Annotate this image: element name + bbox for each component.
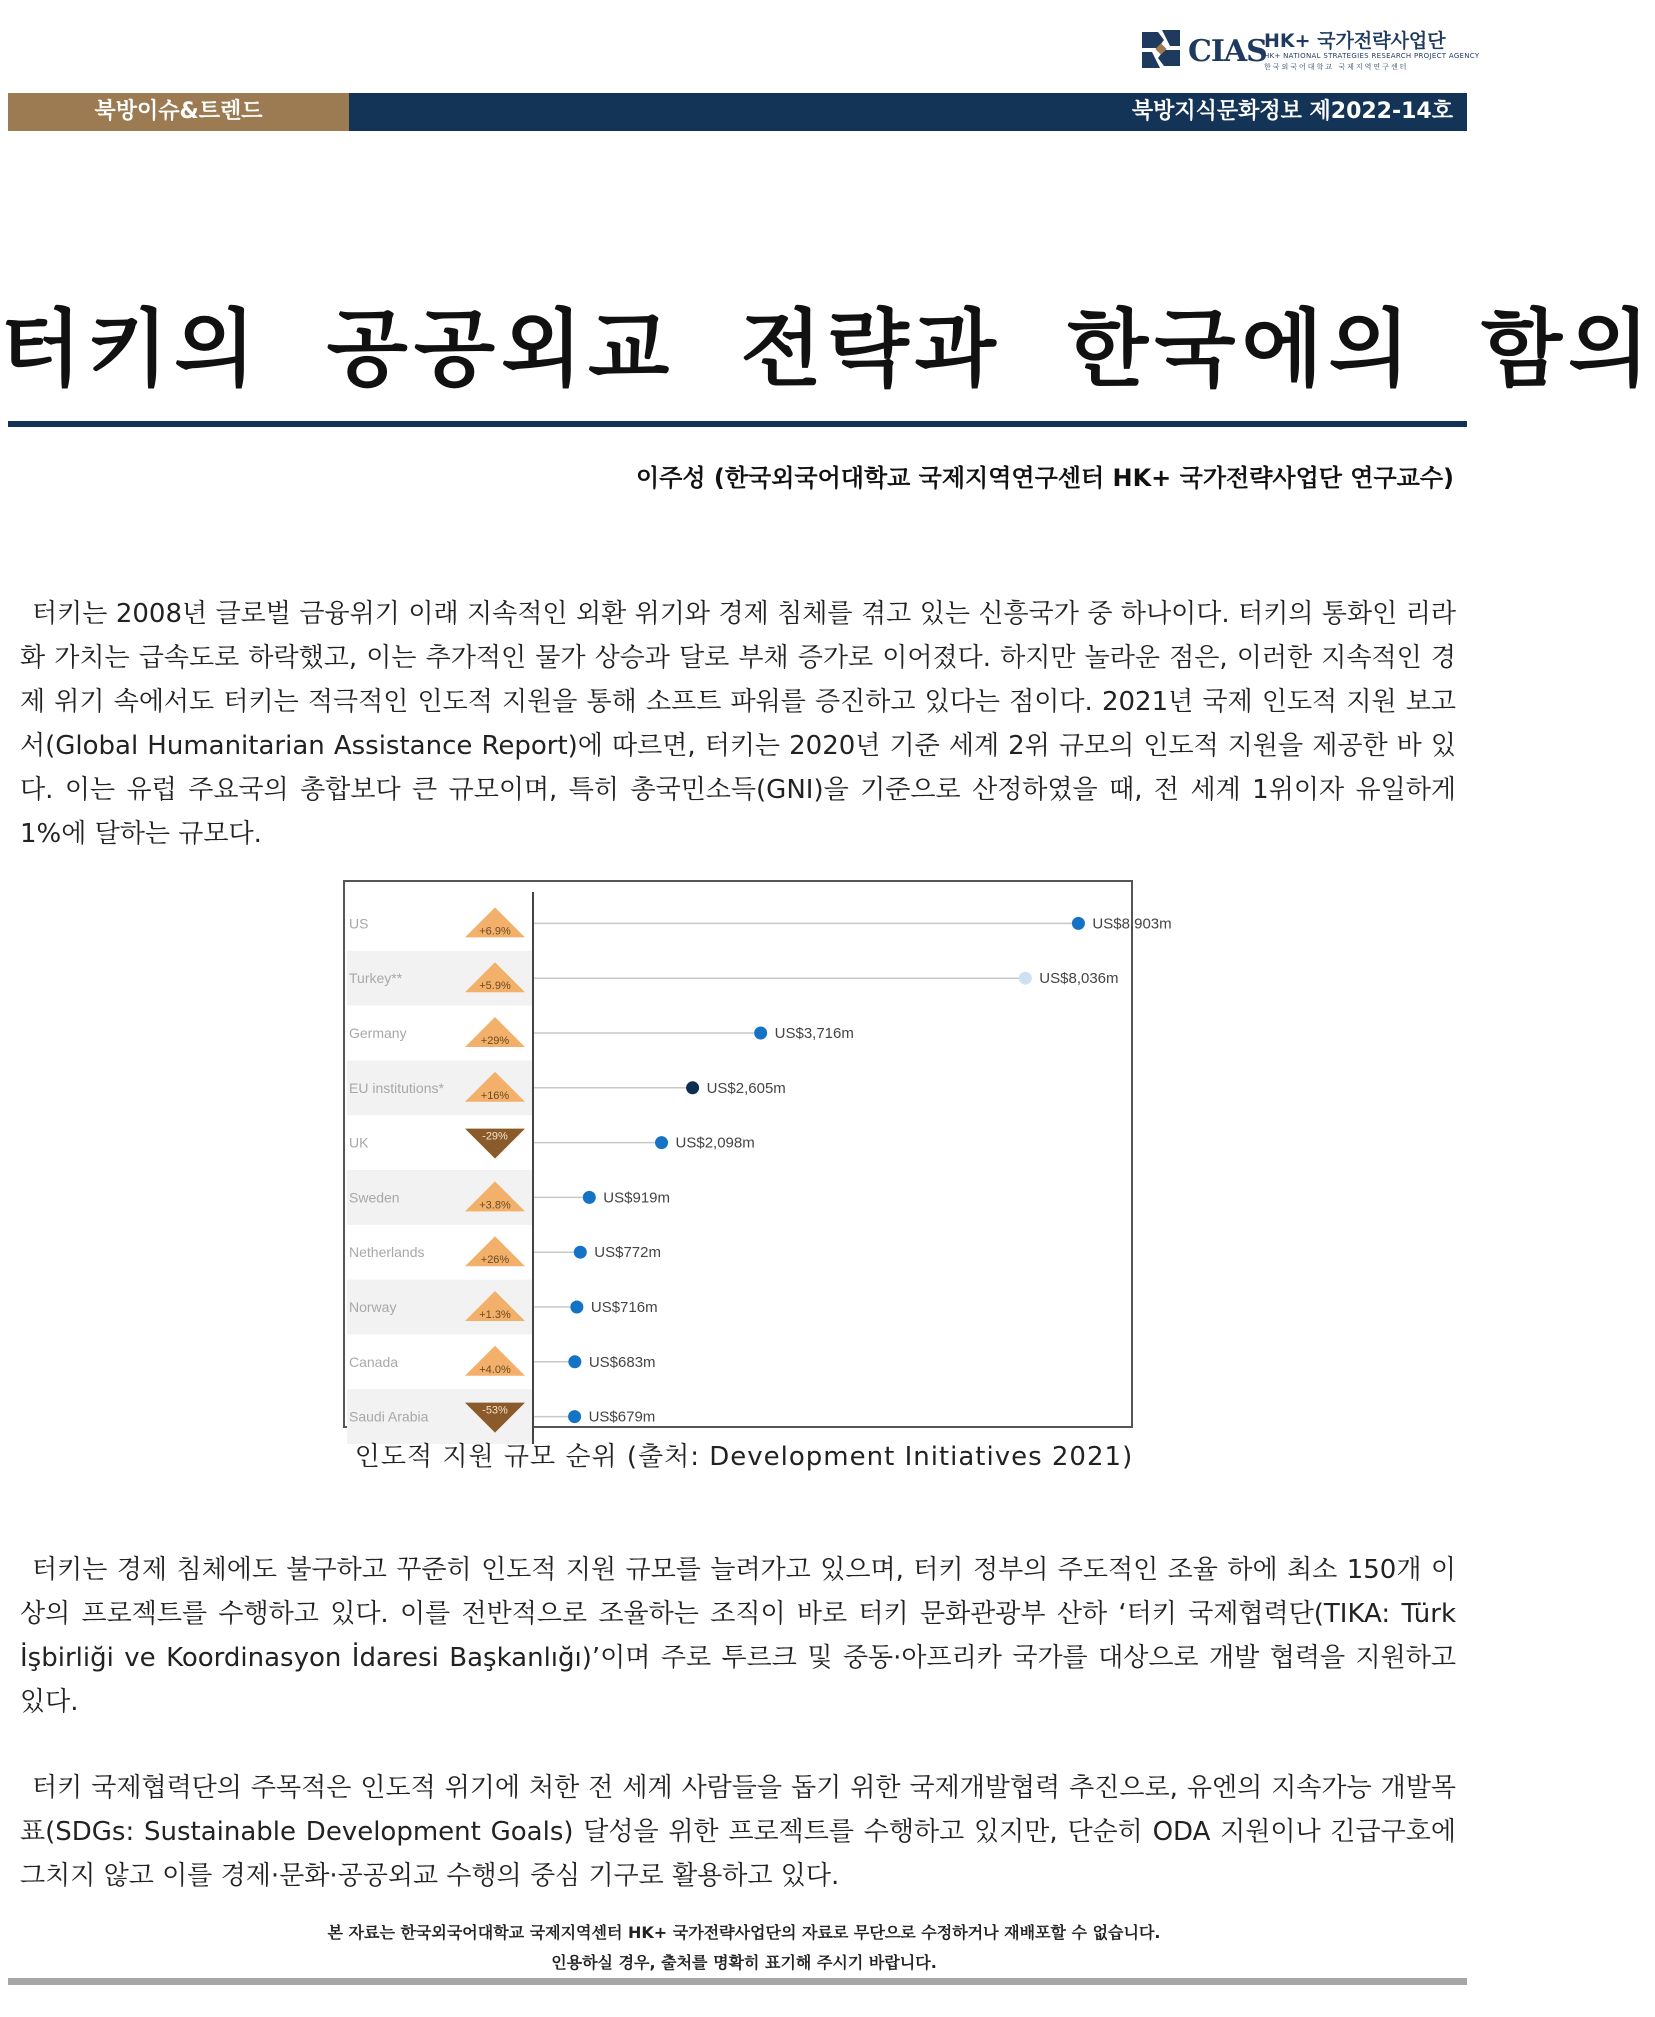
chart-category-label: Canada bbox=[349, 1353, 399, 1370]
chart-category-label: US bbox=[349, 915, 369, 932]
chart-category-label: UK bbox=[349, 1134, 369, 1151]
logo-title: HK+ 국가전략사업단 bbox=[1264, 30, 1446, 52]
chart-change-label: +1.3% bbox=[479, 1309, 511, 1321]
chart-value-label: US$679m bbox=[588, 1408, 656, 1426]
chart-category-label: Norway bbox=[349, 1299, 397, 1315]
body-paragraph-3: 터키 국제협력단의 주목적은 인도적 위기에 처한 전 세계 사람들을 돕기 위한 국제개발협력 추진으로, 유엔의 지속가능 개발목표(SDGs: Sustainable Development Goals) 달성을 위한 프로젝트를 수행하고 있지만, 단순히 ODA 지원이나 긴급구호에 그치지 않고 이를 경제·문화·공공외교 수행의 중심 기구로 활용하고 있다. bbox=[20, 1773, 1456, 1891]
page-title: 터키의 공공외교 전략과 한국에의 함의 bbox=[0, 300, 1655, 399]
chart-value-dot bbox=[570, 1301, 583, 1314]
cias-logo-mark-icon bbox=[1138, 26, 1184, 72]
chart-value-label: US$2,605m bbox=[706, 1079, 786, 1097]
logo-cias-text: CIAS bbox=[1188, 34, 1267, 69]
chart-value-dot bbox=[574, 1246, 587, 1259]
chart-value-label: US$2,098m bbox=[675, 1134, 755, 1152]
chart-change-label: +6.9% bbox=[479, 925, 511, 938]
chart-value-dot bbox=[1072, 917, 1085, 930]
chart-value-label: US$3,716m bbox=[774, 1025, 854, 1042]
logo-subtitle-en: HK+ NATIONAL STRATEGIES RESEARCH PROJECT AGENCY bbox=[1264, 52, 1480, 60]
chart-change-label: -53% bbox=[482, 1404, 508, 1417]
title-divider bbox=[8, 421, 1467, 427]
chart-category-label: EU institutions* bbox=[349, 1079, 444, 1096]
body-paragraph-2: 터키는 경제 침체에도 불구하고 꾸준히 인도적 지원 규모를 늘려가고 있으며, 터키 정부의 주도적인 조율 하에 최소 150개 이상의 프로젝트를 수행하고 있다. 이를 전반적으로 조율하는 조직이 바로 터키 문화관광부 산하 ‘터키 국제협력단(TIKA: Türk İşbirliği ve Koordinasyon İdaresi Başkanlığı)’이며 주로 투르크 및 중동·아프리카 국가를 대상으로 개발 협력을 지원하고 있다. bbox=[20, 1555, 1456, 1717]
footer-line-1: 본 자료는 한국외국어대학교 국제지역센터 HK+ 국가전략사업단의 자료로 무단으로 수정하거나 재배포할 수 없습니다. bbox=[327, 1923, 1161, 1942]
footer-line-2: 인용하실 경우, 출처를 명확히 표기해 주시기 바랍니다. bbox=[551, 1953, 937, 1972]
chart-category-label: Saudi Arabia bbox=[349, 1408, 429, 1425]
chart-svg bbox=[345, 882, 1172, 1426]
chart-value-label: US$8,036m bbox=[1039, 970, 1119, 988]
section-label: 북방이슈&트렌드 bbox=[8, 93, 349, 131]
chart-value-dot bbox=[568, 1355, 581, 1368]
footer-notice bbox=[0, 1918, 1488, 1978]
chart-change-label: +26% bbox=[480, 1254, 510, 1267]
chart-value-label: US$772m bbox=[594, 1244, 661, 1262]
chart-value-label: US$716m bbox=[590, 1299, 658, 1316]
chart-value-dot bbox=[1019, 972, 1032, 985]
chart-value-dot bbox=[686, 1081, 699, 1094]
author-line: 이주성 (한국외국어대학교 국제지역연구센터 HK+ 국가전략사업단 연구교수) bbox=[635, 464, 1454, 492]
humanitarian-aid-chart bbox=[343, 880, 1172, 1428]
chart-change-label: +4.0% bbox=[479, 1363, 511, 1376]
chart-change-label: +5.9% bbox=[479, 980, 511, 993]
chart-category-label: Sweden bbox=[349, 1189, 400, 1206]
cias-logo bbox=[1138, 24, 1480, 76]
chart-change-label: -29% bbox=[482, 1130, 508, 1143]
footer-divider bbox=[8, 1978, 1467, 1985]
body-paragraph-1: 터키는 2008년 글로벌 금융위기 이래 지속적인 외환 위기와 경제 침체를 겪고 있는 신흥국가 중 하나이다. 터키의 통화인 리라화 가치는 급속도로 하락했고, 이는 추가적인 물가 상승과 달로 부채 증가로 이어졌다. 하지만 놀라운 점은, 이러한 지속적인 경제 위기 속에서도 터키는 적극적인 인도적 지원을 통해 소프트 파워를 증진하고 있다는 점이다. 2021년 국제 인도적 지원 보고서(Global Humanitarian Assistance Report)에 따르면, 터키는 2020년 기준 세계 2위 규모의 인도적 지원을 제공한 바 있다. 이는 유럽 주요국의 총합보다 큰 규모이며, 특히 총국민소득(GNI)을 기준으로 산정하였을 때, 전 세계 1위이자 유일하게 1%에 달하는 규모다. bbox=[20, 599, 1456, 849]
logo-subtitle-kr: 한국외국어대학교 국제지역연구센터 bbox=[1264, 63, 1409, 71]
chart-change-label: +29% bbox=[480, 1035, 510, 1047]
chart-value-dot bbox=[568, 1410, 581, 1423]
section-bar bbox=[8, 93, 1467, 131]
chart-value-label: US$683m bbox=[588, 1353, 656, 1371]
chart-change-label: +16% bbox=[480, 1089, 510, 1102]
issue-label: 북방지식문화정보 제2022-14호 bbox=[1131, 99, 1453, 124]
chart-change-label: +3.8% bbox=[479, 1199, 511, 1212]
chart-value-label: US$919m bbox=[603, 1189, 671, 1207]
chart-category-label: Turkey** bbox=[349, 970, 403, 987]
chart-value-label: US$8,903m bbox=[1092, 915, 1172, 933]
chart-value-dot bbox=[583, 1191, 596, 1204]
chart-value-dot bbox=[655, 1136, 668, 1149]
chart-category-label: Netherlands bbox=[349, 1244, 425, 1261]
chart-category-label: Germany bbox=[349, 1025, 407, 1041]
figure-caption: 인도적 지원 규모 순위 (출처: Development Initiatives 2021) bbox=[354, 1442, 1134, 1472]
chart-value-dot bbox=[754, 1027, 767, 1040]
